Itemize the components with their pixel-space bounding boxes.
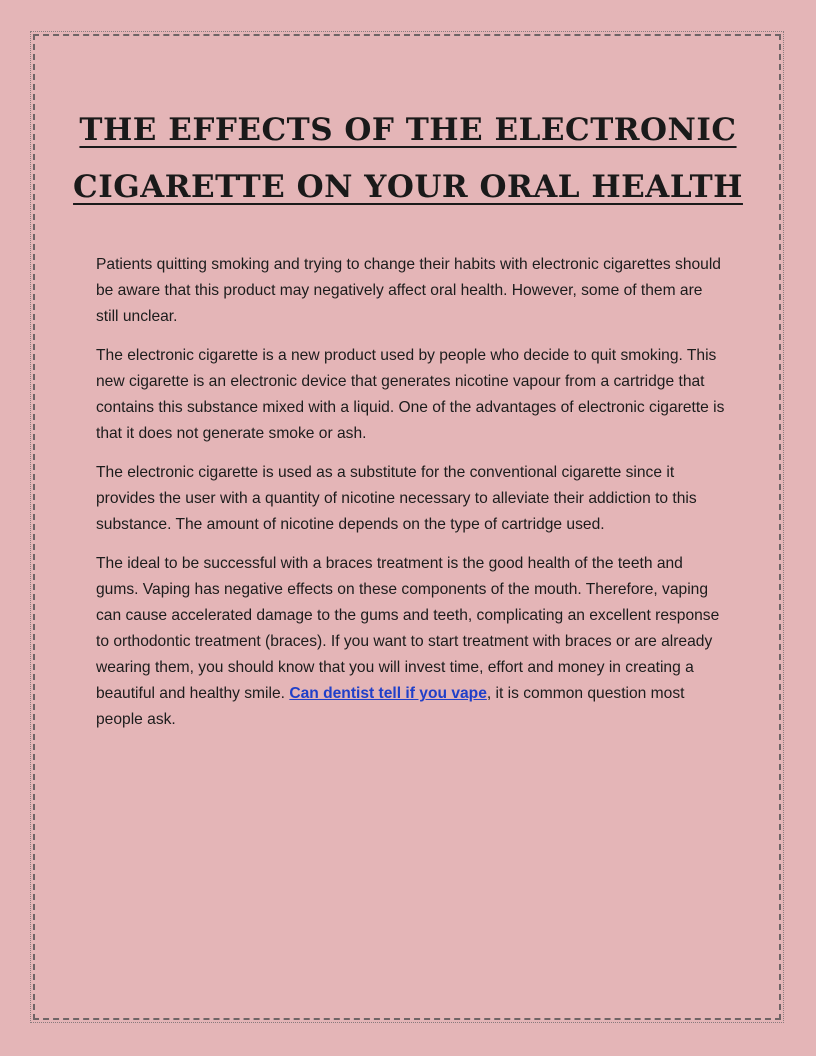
paragraph-4-tail: , it is common question most people ask. xyxy=(96,685,685,728)
paragraph-2: The electronic cigarette is a new product used by people who decide to quit smoking. This new cigarette is an electronic device that generates nicotine vapour from a cartridge that contains this substance mixed with a liquid. One of the advantages of electronic cigarette is that it does not generate smoke or ash. xyxy=(96,347,725,442)
paragraph-4 xyxy=(96,551,726,733)
page-title xyxy=(60,102,756,216)
paragraph-4-text: The ideal to be successful with a braces treatment is the good health of the teeth and gums. Vaping has negative effects on these components of the mouth. Therefore, vaping can cause accelerated damage to the gums and teeth, complicating an excellent response to orthodontic treatment (braces). If you want to start treatment with braces or are already wearing them, you should know that you will invest time, effort and money in creating a beautiful and healthy smile. xyxy=(96,555,720,702)
title-line-1: THE EFFECTS OF THE ELECTRONIC xyxy=(79,112,737,148)
title-line-2: CIGARETTE ON YOUR ORAL HEALTH xyxy=(73,169,743,205)
paragraph-1: Patients quitting smoking and trying to change their habits with electronic cigarettes should be aware that this product may negatively affect oral health. However, some of them are still unclear. xyxy=(96,256,721,325)
article-body xyxy=(96,252,726,746)
paragraph-3: The electronic cigarette is used as a substitute for the conventional cigarette since it provides the user with a quantity of nicotine necessary to alleviate their addiction to this substance. The amount of nicotine depends on the type of cartridge used. xyxy=(96,464,697,533)
dentist-vape-link[interactable]: Can dentist tell if you vape xyxy=(289,685,487,702)
